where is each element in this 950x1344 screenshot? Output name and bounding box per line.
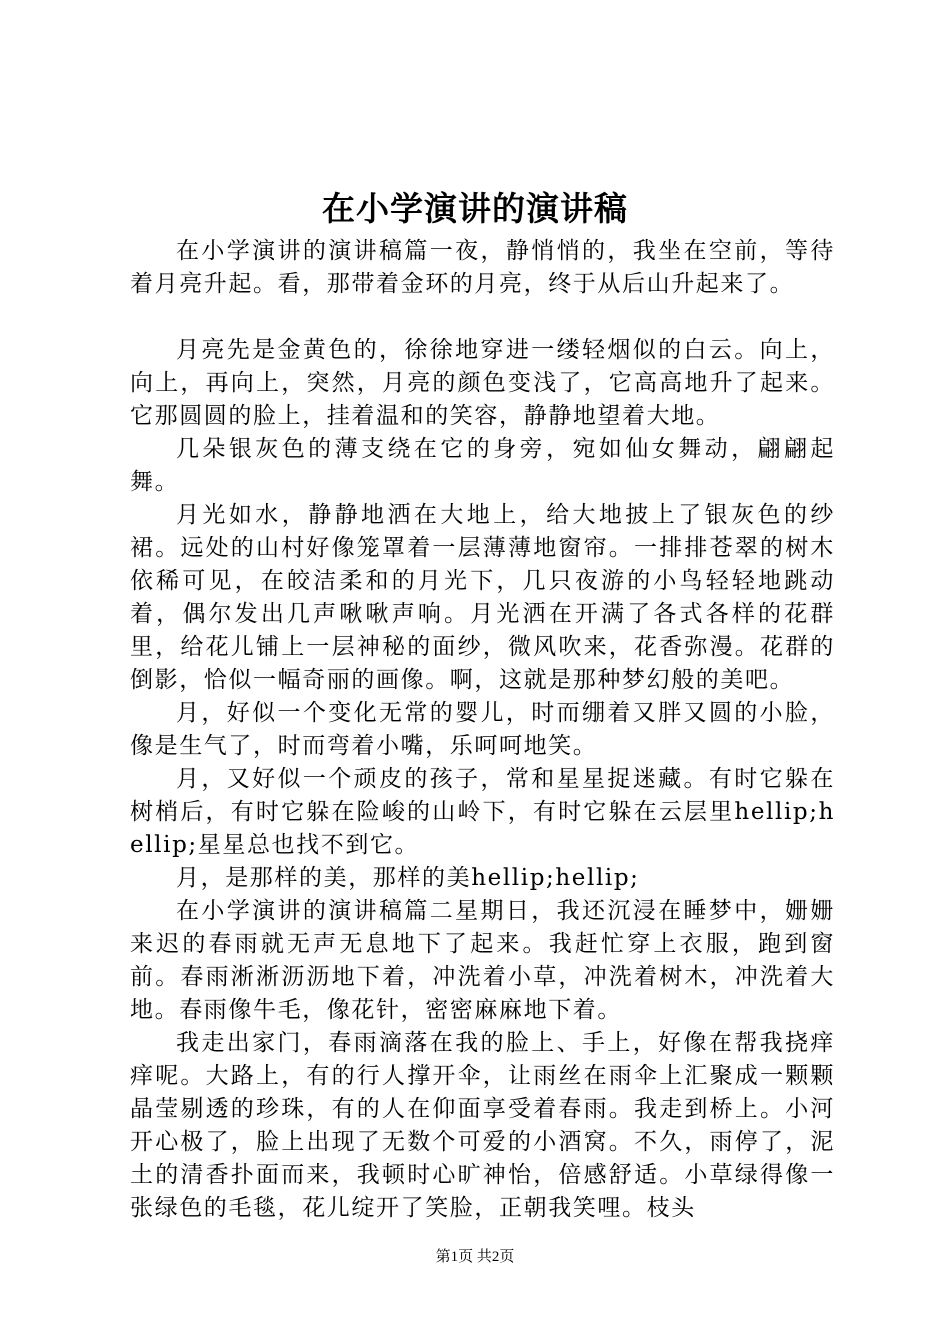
document-body — [130, 235, 835, 1225]
paragraph: 月，又好似一个顽皮的孩子，常和星星捉迷藏。有时它躲在树梢后，有时它躲在险峻的山岭下，有时它躲在云层里hellip;hellip;星星总也找不到它。 — [130, 766, 835, 858]
paragraph: 月亮先是金黄色的，徐徐地穿进一缕轻烟似的白云。向上，向上，再向上，突然，月亮的颜色变浅了，它高高地升了起来。它那圆圆的脸上，挂着温和的笑容，静静地望着大地。 — [130, 337, 835, 429]
paragraph: 几朵银灰色的薄支绕在它的身旁，宛如仙女舞动，翩翩起舞。 — [130, 436, 835, 495]
paragraph: 在小学演讲的演讲稿篇二星期日，我还沉浸在睡梦中，姗姗来迟的春雨就无声无息地下了起来。我赶忙穿上衣服，跑到窗前。春雨淅淅沥沥地下着，冲洗着小草，冲洗着树木，冲洗着大地。春雨像牛毛，像花针，密密麻麻地下着。 — [130, 898, 835, 1023]
paragraph: 在小学演讲的演讲稿篇一夜，静悄悄的，我坐在空前，等待着月亮升起。看，那带着金环的月亮，终于从后山升起来了。 — [130, 238, 835, 297]
paragraph: 月，是那样的美，那样的美hellip;hellip; — [176, 865, 640, 891]
page-footer: 第1页 共2页 — [435, 1249, 515, 1265]
paragraph: 月，好似一个变化无常的婴儿，时而绷着又胖又圆的小脸，像是生气了，时而弯着小嘴，乐呵呵地笑。 — [130, 700, 835, 759]
document-title: 在小学演讲的演讲稿 — [322, 189, 628, 228]
paragraph: 月光如水，静静地洒在大地上，给大地披上了银灰色的纱裙。远处的山村好像笼罩着一层薄薄地窗帘。一排排苍翠的树木依稀可见，在皎洁柔和的月光下，几只夜游的小鸟轻轻地跳动着，偶尔发出几声啾啾声响。月光洒在开满了各式各样的花群里，给花儿铺上一层神秘的面纱，微风吹来，花香弥漫。花群的倒影，恰似一幅奇丽的画像。啊，这就是那种梦幻般的美吧。 — [130, 502, 835, 693]
paragraph: 我走出家门，春雨滴落在我的脸上、手上，好像在帮我挠痒痒呢。大路上，有的行人撑开伞，让雨丝在雨伞上汇聚成一颗颗晶莹剔透的珍珠，有的人在仰面享受着春雨。我走到桥上。小河开心极了，脸上出现了无数个可爱的小酒窝。不久，雨停了，泥土的清香扑面而来，我顿时心旷神怡，倍感舒适。小草绿得像一张绿色的毛毯，花儿绽开了笑脸，正朝我笑哩。枝头 — [130, 1030, 835, 1221]
paragraph-spacer — [130, 301, 835, 334]
